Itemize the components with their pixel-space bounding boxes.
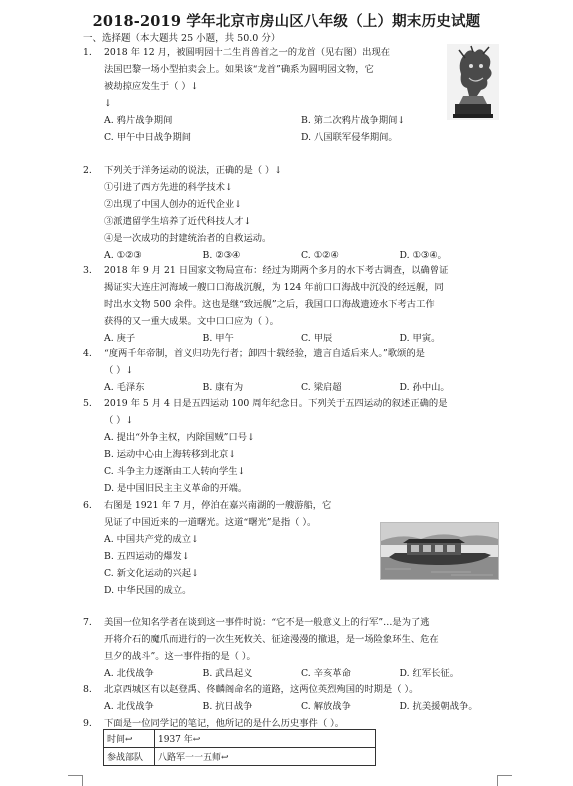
question-text-line: 见证了中国近来的一道曙光。这道“曙光”是指（ ）。 xyxy=(104,517,317,528)
answer-option: B. 五四运动的爆发↓ xyxy=(104,551,190,562)
answer-option: B. ②③④ xyxy=(202,250,241,261)
question-7 xyxy=(83,614,498,682)
answer-option: D. 孙中山。 xyxy=(399,382,450,393)
question-body xyxy=(104,44,498,146)
question-body xyxy=(104,681,498,715)
red-boat-figure xyxy=(381,523,498,579)
table-cell-label: 时间↩ xyxy=(104,730,155,748)
table-cell-value: 1937 年↩ xyxy=(155,730,376,748)
answer-option: C. 斗争主力逐渐由工人转向学生↓ xyxy=(104,466,246,477)
table-row xyxy=(104,748,376,766)
answer-option: A. 鸦片战争期间 xyxy=(104,115,173,126)
question-text-line: 法国巴黎一场小型拍卖会上。如果该“龙首”确系为圆明园文物，它 xyxy=(104,64,374,75)
red-boat-photo xyxy=(380,522,499,580)
question-number: 2. xyxy=(83,165,92,176)
answer-option: A. 毛泽东 xyxy=(104,382,145,393)
question-text-line: 揭证实大连庄河海域一艘口口海战沉舰，为 124 年前口口海战中沉没的经远舰，同 xyxy=(104,282,444,293)
notes-table xyxy=(103,729,376,766)
answer-option: D. ①③④。 xyxy=(399,250,447,261)
question-4 xyxy=(83,345,498,396)
question-number: 3. xyxy=(83,265,92,276)
question-text-line: 下列关于洋务运动的说法，正确的是（ ）↓ xyxy=(104,165,283,176)
answer-option: D. 红军长征。 xyxy=(399,668,460,679)
question-text-line: ①引进了西方先进的科学技术↓ xyxy=(104,182,233,193)
question-8 xyxy=(83,681,498,715)
options-row xyxy=(104,698,498,715)
answer-option: B. 运动中心由上海转移到北京↓ xyxy=(104,449,237,460)
question-text-line: 时出水文物 500 余件。这也是继“致远舰”之后，我国口口海战遗迹水下考古工作 xyxy=(104,299,435,310)
answer-option: C. 辛亥革命 xyxy=(301,668,351,679)
answer-option: C. 甲辰 xyxy=(301,333,333,344)
question-1 xyxy=(83,44,498,146)
answer-option: A. 庚子 xyxy=(104,333,136,344)
options-row xyxy=(104,665,498,682)
question-text-line: 下面是一位同学记的笔记，他所记的是什么历史事件（ ）。 xyxy=(104,718,345,729)
question-number: 6. xyxy=(83,500,92,511)
corner-mark-bottom-left xyxy=(68,775,83,786)
question-text-line: ④是一次成功的封建统治者的自救运动。 xyxy=(104,233,272,244)
question-text-line: 北京西城区有以赵登禹、佟麟阁命名的道路，这两位英烈殉国的时期是（ ）。 xyxy=(104,684,419,695)
answer-option: D. 是中国旧民主主义革命的开端。 xyxy=(104,483,248,494)
answer-option: C. 解放战争 xyxy=(301,701,351,712)
section-heading: 一、选择题（本大题共 25 小题，共 50.0 分） xyxy=(83,33,281,44)
answer-option: B. 第二次鸦片战争期间↓ xyxy=(301,115,406,126)
paper-title: 2018-2019 学年北京市房山区八年级（上）期末历史试题 xyxy=(92,13,481,30)
question-text-line: （ ）↓ xyxy=(104,415,134,426)
question-body xyxy=(104,345,498,396)
answer-option: D. 中华民国的成立。 xyxy=(104,585,192,596)
question-number: 9. xyxy=(83,718,92,729)
answer-option: C. 梁启超 xyxy=(301,382,342,393)
answer-option: A. 中国共产党的成立↓ xyxy=(104,534,199,545)
question-body xyxy=(104,162,498,264)
question-number: 1. xyxy=(83,47,92,58)
question-number: 4. xyxy=(83,348,92,359)
dragon-head-photo xyxy=(447,44,499,120)
answer-option: C. 甲午中日战争期间 xyxy=(104,132,192,143)
question-3 xyxy=(83,262,498,347)
question-text-line: 获得的又一重大成果。文中口口应为（ ）。 xyxy=(104,316,279,327)
answer-option: D. 八国联军侵华期间。 xyxy=(301,132,398,143)
question-text-line: ③派遣留学生培养了近代科技人才↓ xyxy=(104,216,252,227)
dragon-head-figure xyxy=(447,44,499,120)
answer-option: B. 武昌起义 xyxy=(202,668,253,679)
question-text-line: 2018 年 12 月，被圆明园十二生肖兽首之一的龙首（见右图）出现在 xyxy=(104,47,391,58)
question-text-line: 右图是 1921 年 7 月，停泊在嘉兴南湖的一艘游船，它 xyxy=(104,500,332,511)
question-text-line: 旦夕的战斗”。这一事件指的是（ ）。 xyxy=(104,651,256,662)
answer-option: B. 康有为 xyxy=(202,382,244,393)
answer-option: B. 抗日战争 xyxy=(202,701,253,712)
question-text-line: 开将介石的魔爪而进行的一次生死攸关、征途漫漫的撤退，是一场险象环生、危在 xyxy=(104,634,439,645)
corner-mark-bottom-right xyxy=(497,775,512,786)
question-5 xyxy=(83,395,498,497)
question-number: 7. xyxy=(83,617,92,628)
table-row xyxy=(104,730,376,748)
answer-option: A. ①②③ xyxy=(104,250,142,261)
question-number: 5. xyxy=(83,398,92,409)
options-row xyxy=(104,112,498,129)
answer-option: D. 抗美援朝战争。 xyxy=(399,701,478,712)
question-2 xyxy=(83,162,498,264)
question-text-line: （ ）↓ xyxy=(104,365,134,376)
answer-option: C. 新文化运动的兴起↓ xyxy=(104,568,199,579)
options-row xyxy=(104,379,498,396)
table-cell-value: 八路军一一五师↩ xyxy=(155,748,376,766)
question-number: 8. xyxy=(83,684,92,695)
question-text-line: 被劫掠应发生于（ ）↓ xyxy=(104,81,199,92)
question-body xyxy=(104,262,498,347)
answer-option: D. 甲寅。 xyxy=(399,333,441,344)
answer-option: A. 北伐战争 xyxy=(104,668,154,679)
question-text-line: 2019 年 5 月 4 日是五四运动 100 周年纪念日。下列关于五四运动的叙述正确的是 xyxy=(104,398,448,409)
question-text-line: ②出现了中国人创办的近代企业↓ xyxy=(104,199,242,210)
answer-option: A. 北伐战争 xyxy=(104,701,154,712)
question-text-line: 美国一位知名学者在谈到这一事件时说：“它不是一般意义上的行军”…是为了逃 xyxy=(104,617,430,628)
options-row xyxy=(104,129,498,146)
answer-option: B. 甲午 xyxy=(202,333,234,344)
question-body xyxy=(104,614,498,682)
question-text-line: “度两千年帝制，首义归功先行者；卸四十载经验，遗言自适后来人。”歌颂的是 xyxy=(104,348,425,359)
question-text-line: 2018 年 9 月 21 日国家文物局宣布：经过为期两个多月的水下考古调查，以确曾证 xyxy=(104,265,449,276)
table-cell-label: 参战部队 xyxy=(104,748,155,766)
answer-option: A. 提出“外争主权，内除国贼”口号↓ xyxy=(104,432,255,443)
question-text-line: ↓ xyxy=(104,98,112,109)
question-body xyxy=(104,395,498,497)
answer-option: C. ①②④ xyxy=(301,250,339,261)
